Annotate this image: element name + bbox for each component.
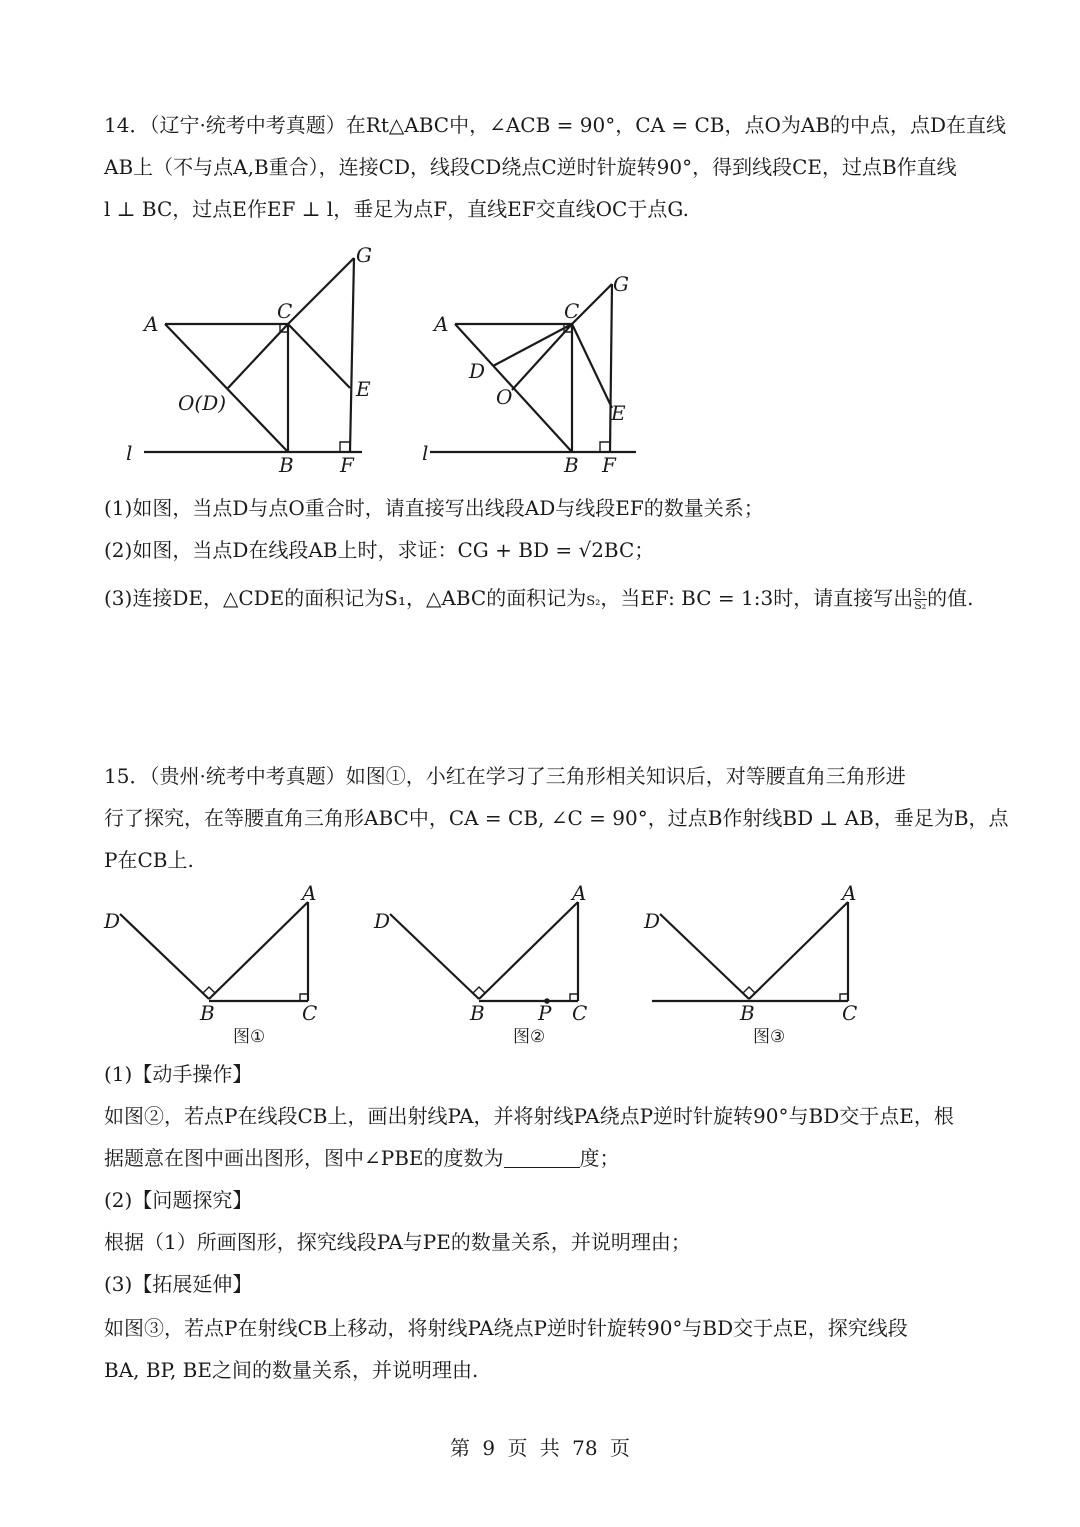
q14-fraction-den: S₂ (914, 599, 927, 612)
fig2-label-G: G (613, 272, 629, 296)
fig2-label-D: D (469, 359, 486, 383)
q14-fraction-num: S₁ (914, 586, 927, 599)
q14-part-1: (1)如图，当点D与点O重合时，请直接写出线段AD与线段EF的数量关系； (104, 496, 764, 520)
fig2-label-B: B (564, 453, 579, 477)
fig2-label-l: l (422, 441, 429, 465)
q15-fig1-label-B: B (200, 1001, 215, 1025)
q14-part-2: (2)如图，当点D在线段AB上时，求证：CG + BD = √2BC； (104, 538, 655, 562)
fig2-label-O: O (496, 385, 513, 409)
q15-fig2-label-C: C (572, 1001, 588, 1025)
q15-part-1-heading: (1)【动手操作】 (104, 1062, 253, 1086)
q14-stem-line-3: l ⊥ BC，过点E作EF ⊥ l，垂足为点F，直线EF交直线OC于点G. (104, 197, 689, 221)
q14-part-3-s2: S₂ (586, 594, 601, 609)
q15-part-3-heading: (3)【拓展延伸】 (104, 1272, 253, 1296)
q15-fig1-label-A: A (302, 881, 317, 905)
fig1-label-OD: O(D) (178, 391, 227, 415)
q15-stem-line-2: 行了探究，在等腰直角三角形ABC中，CA = CB, ∠C = 90°，过点B作射线BD ⊥ AB，垂足为B，点 (104, 806, 1009, 830)
fig1-label-l: l (126, 441, 133, 465)
fig2-label-F: F (602, 453, 616, 477)
q14-part-3-a: (3)连接DE，△CDE的面积记为S₁，△ABC的面积记为 (104, 586, 587, 610)
q15-caption-3: 图③ (753, 1027, 786, 1047)
q15-part-1-line-2-a: 据题意在图中画出图形，图中∠PBE的度数为 (104, 1146, 504, 1170)
fig1-label-C: C (277, 299, 293, 323)
fig1-label-B: B (279, 453, 294, 477)
q14-stem-line-1: 14．（辽宁·统考中考真题）在Rt△ABC中，∠ACB = 90°，CA = CB，点O为AB的中点，点D在直线 (104, 113, 1007, 137)
q15-fig1-label-C: C (302, 1001, 318, 1025)
q15-part-1-line-2-b: 度； (579, 1146, 620, 1170)
q15-fig2-label-P: P (538, 1001, 552, 1025)
q15-fig3-label-D: D (644, 909, 661, 933)
fig2-label-A: A (434, 312, 449, 336)
q15-fig3-label-C: C (842, 1001, 858, 1025)
q15-part-1-line-1: 如图②，若点P在线段CB上，画出射线PA，并将射线PA绕点P逆时针旋转90°与BD交于点E，根 (104, 1104, 954, 1128)
fig1-label-E: E (356, 377, 371, 401)
q15-stem-line-1: 15．（贵州·统考中考真题）如图①，小红在学习了三角形相关知识后，对等腰直角三角形进 (104, 764, 906, 788)
fig1-label-A: A (144, 312, 159, 336)
q15-fig3-label-B: B (740, 1001, 755, 1025)
answer-blank[interactable] (504, 1147, 580, 1168)
q15-part-2-line-1: 根据（1）所画图形，探究线段PA与PE的数量关系，并说明理由； (104, 1230, 691, 1254)
q15-fig1-label-D: D (104, 909, 121, 933)
q15-fig2-label-D: D (374, 909, 391, 933)
q14-part-3-b: ，当EF: BC = 1:3时，请直接写出 (600, 586, 914, 610)
q15-part-1-line-2 (104, 1144, 1004, 1172)
q15-fig2-label-B: B (470, 1001, 485, 1025)
q14-stem-line-2: AB上（不与点A,B重合），连接CD，线段CD绕点C逆时针旋转90°，得到线段CE，过点B作直线 (104, 155, 957, 179)
fig1-label-F: F (340, 453, 354, 477)
q15-fig3-label-A: A (842, 881, 857, 905)
q15-part-3-line-2: BA, BP, BE之间的数量关系，并说明理由. (104, 1358, 479, 1382)
q15-caption-1: 图① (233, 1027, 266, 1047)
q15-part-2-heading: (2)【问题探究】 (104, 1188, 253, 1212)
q14-part-3-c: 的值. (927, 586, 974, 610)
q15-fig2-label-A: A (572, 881, 587, 905)
q15-caption-2: 图② (513, 1027, 546, 1047)
fig2-label-C: C (564, 299, 580, 323)
q15-stem-line-3: P在CB上. (104, 848, 194, 872)
q15-part-3-line-1: 如图③，若点P在射线CB上移动，将射线PA绕点P逆时针旋转90°与BD交于点E，探究线段 (104, 1316, 908, 1340)
page-footer: 第 9 页 共 78 页 (450, 1436, 630, 1460)
fig2-label-E: E (611, 401, 626, 425)
fig1-label-G: G (356, 243, 372, 267)
